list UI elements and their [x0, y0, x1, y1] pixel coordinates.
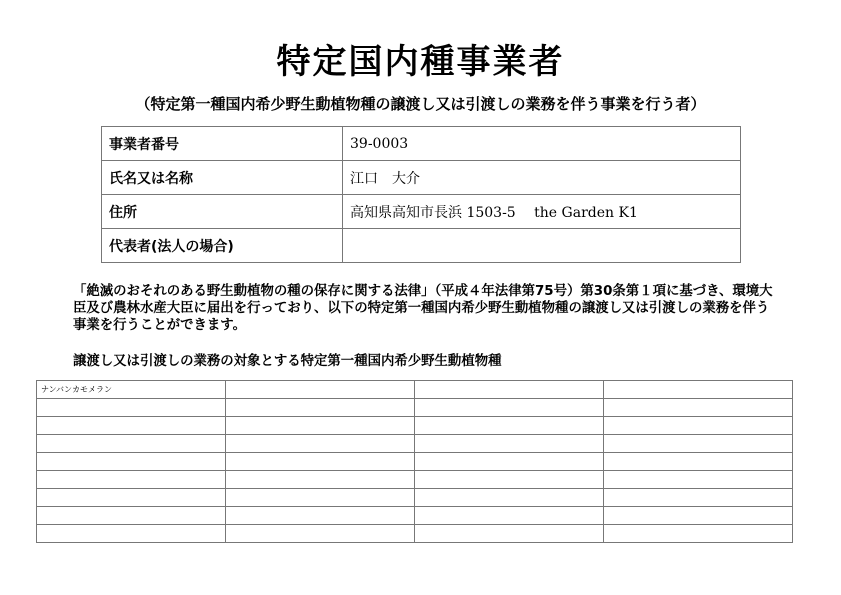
- species-cell: [226, 453, 415, 471]
- species-cell: [37, 525, 226, 543]
- species-cell: [415, 489, 604, 507]
- name-value: 江口 大介: [343, 161, 741, 195]
- species-cell: [37, 435, 226, 453]
- species-cell: [226, 525, 415, 543]
- table-row: [102, 161, 741, 195]
- species-cell: [37, 471, 226, 489]
- table-row: [37, 453, 793, 471]
- species-cell: [37, 507, 226, 525]
- species-cell: [415, 381, 604, 399]
- species-cell: [604, 417, 793, 435]
- table-row: [37, 435, 793, 453]
- species-cell: [415, 399, 604, 417]
- species-cell: [226, 417, 415, 435]
- species-cell: [604, 489, 793, 507]
- representative-value: [343, 229, 741, 263]
- table-row: [102, 127, 741, 161]
- species-cell: [226, 399, 415, 417]
- species-cell: [226, 489, 415, 507]
- species-cell: [37, 453, 226, 471]
- species-cell: [37, 399, 226, 417]
- species-cell: [415, 525, 604, 543]
- species-cell: [37, 417, 226, 435]
- species-cell: [604, 525, 793, 543]
- address-label: 住所: [102, 195, 343, 229]
- table-row: [37, 417, 793, 435]
- species-cell: [226, 435, 415, 453]
- table-row: [102, 195, 741, 229]
- species-cell: [37, 489, 226, 507]
- table-row: [102, 229, 741, 263]
- species-cell: [226, 507, 415, 525]
- species-cell: [415, 417, 604, 435]
- species-cell: [415, 507, 604, 525]
- species-cell: [415, 471, 604, 489]
- registrant-info-table: [101, 126, 741, 263]
- species-cell: [604, 471, 793, 489]
- species-cell: [604, 399, 793, 417]
- species-cell: [415, 453, 604, 471]
- table-row: [37, 471, 793, 489]
- species-table: [36, 380, 793, 543]
- document-subtitle: （特定第一種国内希少野生動植物種の譲渡し又は引渡しの業務を伴う事業を行う者）: [135, 95, 706, 113]
- species-cell: [226, 471, 415, 489]
- species-cell: [415, 435, 604, 453]
- species-cell: [604, 453, 793, 471]
- registration-number-label: 事業者番号: [102, 127, 343, 161]
- name-label: 氏名又は名称: [102, 161, 343, 195]
- representative-label: 代表者(法人の場合): [102, 229, 343, 263]
- table-row: [37, 381, 793, 399]
- legal-statement: 「絶滅のおそれのある野生動植物の種の保存に関する法律」（平成４年法律第75号）第30条第１項に基づき、環境大臣及び農林水産大臣に届出を行っており、以下の特定第一種国内希少野生動植物種の譲渡し又は引渡しの業務を伴う事業を行うことができます。: [73, 284, 773, 333]
- species-cell: [604, 381, 793, 399]
- table-row: [37, 489, 793, 507]
- species-cell: [226, 381, 415, 399]
- document-title: 特定国内種事業者: [276, 42, 565, 82]
- registration-number-value: 39-0003: [343, 127, 741, 161]
- species-list-heading: 譲渡し又は引渡しの業務の対象とする特定第一種国内希少野生動植物種: [73, 354, 502, 369]
- table-row: [37, 507, 793, 525]
- table-row: [37, 525, 793, 543]
- species-cell: [604, 435, 793, 453]
- species-cell: ナンバンカモメラン: [37, 381, 226, 399]
- table-row: [37, 399, 793, 417]
- species-cell: [604, 507, 793, 525]
- address-value: 高知県高知市長浜 1503-5 the Garden K1: [343, 195, 741, 229]
